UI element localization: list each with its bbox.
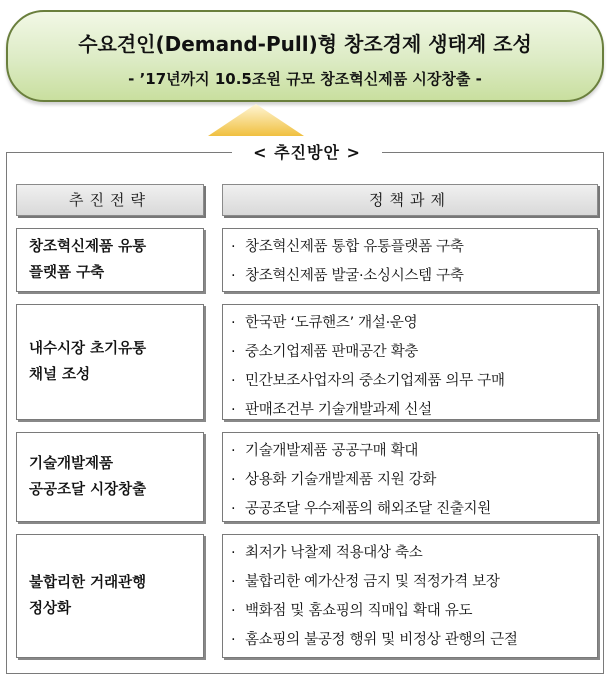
task-item: · 민간보조사업자의 중소기업제품 의무 구매 [231, 367, 597, 396]
task-item: · 불합리한 예가산정 금지 및 적정가격 보장 [231, 568, 597, 597]
bullet-icon: · [231, 603, 236, 619]
task-item: · 백화점 및 홈쇼핑의 직매입 확대 유도 [231, 597, 597, 626]
strategy-cell [16, 534, 204, 658]
strategy-line: 공공조달 시장창출 [29, 482, 147, 498]
bullet-icon: · [231, 344, 236, 360]
task-item: · 홈쇼핑의 불공정 행위 및 비정상 관행의 근절 [231, 626, 597, 655]
strategy-line: 플랫폼 구축 [29, 265, 105, 281]
strategy-cell [16, 304, 204, 420]
tasks-cell [222, 432, 598, 522]
bullet-icon: · [231, 443, 236, 459]
banner-title: 수요견인(Demand-Pull)형 창조경제 생태계 조성 [78, 32, 532, 56]
banner-subtitle: - ’17년까지 10.5조원 규모 창조혁신제품 시장창출 - [128, 70, 482, 88]
strategy-line: 창조혁신제품 유통 [29, 239, 147, 255]
column-header-tasks: 정책과제 [222, 184, 598, 216]
task-item: · 공공조달 우수제품의 해외조달 진출지원 [231, 495, 597, 524]
strategy-line: 내수시장 초기유통 [29, 341, 147, 357]
tasks-cell [222, 534, 598, 658]
strategy-cell [16, 432, 204, 522]
strategy-line: 불합리한 거래관행 [29, 575, 147, 591]
tasks-cell [222, 304, 598, 420]
strategy-line: 기술개발제품 [29, 456, 114, 472]
task-item: · 기술개발제품 공공구매 확대 [231, 437, 597, 466]
task-item: · 상용화 기술개발제품 지원 강화 [231, 466, 597, 495]
task-item: · 창조혁신제품 통합 유통플랫폼 구축 [231, 233, 597, 262]
tasks-cell [222, 228, 598, 292]
task-item: · 한국판 ‘도큐핸즈’ 개설·운영 [231, 309, 597, 338]
bullet-icon: · [231, 472, 236, 488]
strategy-cell [16, 228, 204, 292]
bullet-icon: · [231, 268, 236, 284]
task-item: · 판매조건부 기술개발과제 신설 [231, 396, 597, 425]
title-banner [6, 10, 604, 102]
bullet-icon: · [231, 501, 236, 517]
task-item: · 중소기업제품 판매공간 확충 [231, 338, 597, 367]
bullet-icon: · [231, 632, 236, 648]
bullet-icon: · [231, 574, 236, 590]
bullet-icon: · [231, 315, 236, 331]
task-item: · 최저가 낙찰제 적용대상 축소 [231, 539, 597, 568]
strategy-line: 채널 조성 [29, 367, 91, 383]
column-header-strategy: 추진전략 [16, 184, 204, 216]
section-heading: < 추진방안 > [232, 140, 382, 166]
task-item: · 창조혁신제품 발굴·소싱시스템 구축 [231, 262, 597, 291]
bullet-icon: · [231, 239, 236, 255]
strategy-line: 정상화 [29, 601, 72, 617]
up-arrow-icon [208, 104, 304, 136]
bullet-icon: · [231, 402, 236, 418]
bullet-icon: · [231, 545, 236, 561]
bullet-icon: · [231, 373, 236, 389]
